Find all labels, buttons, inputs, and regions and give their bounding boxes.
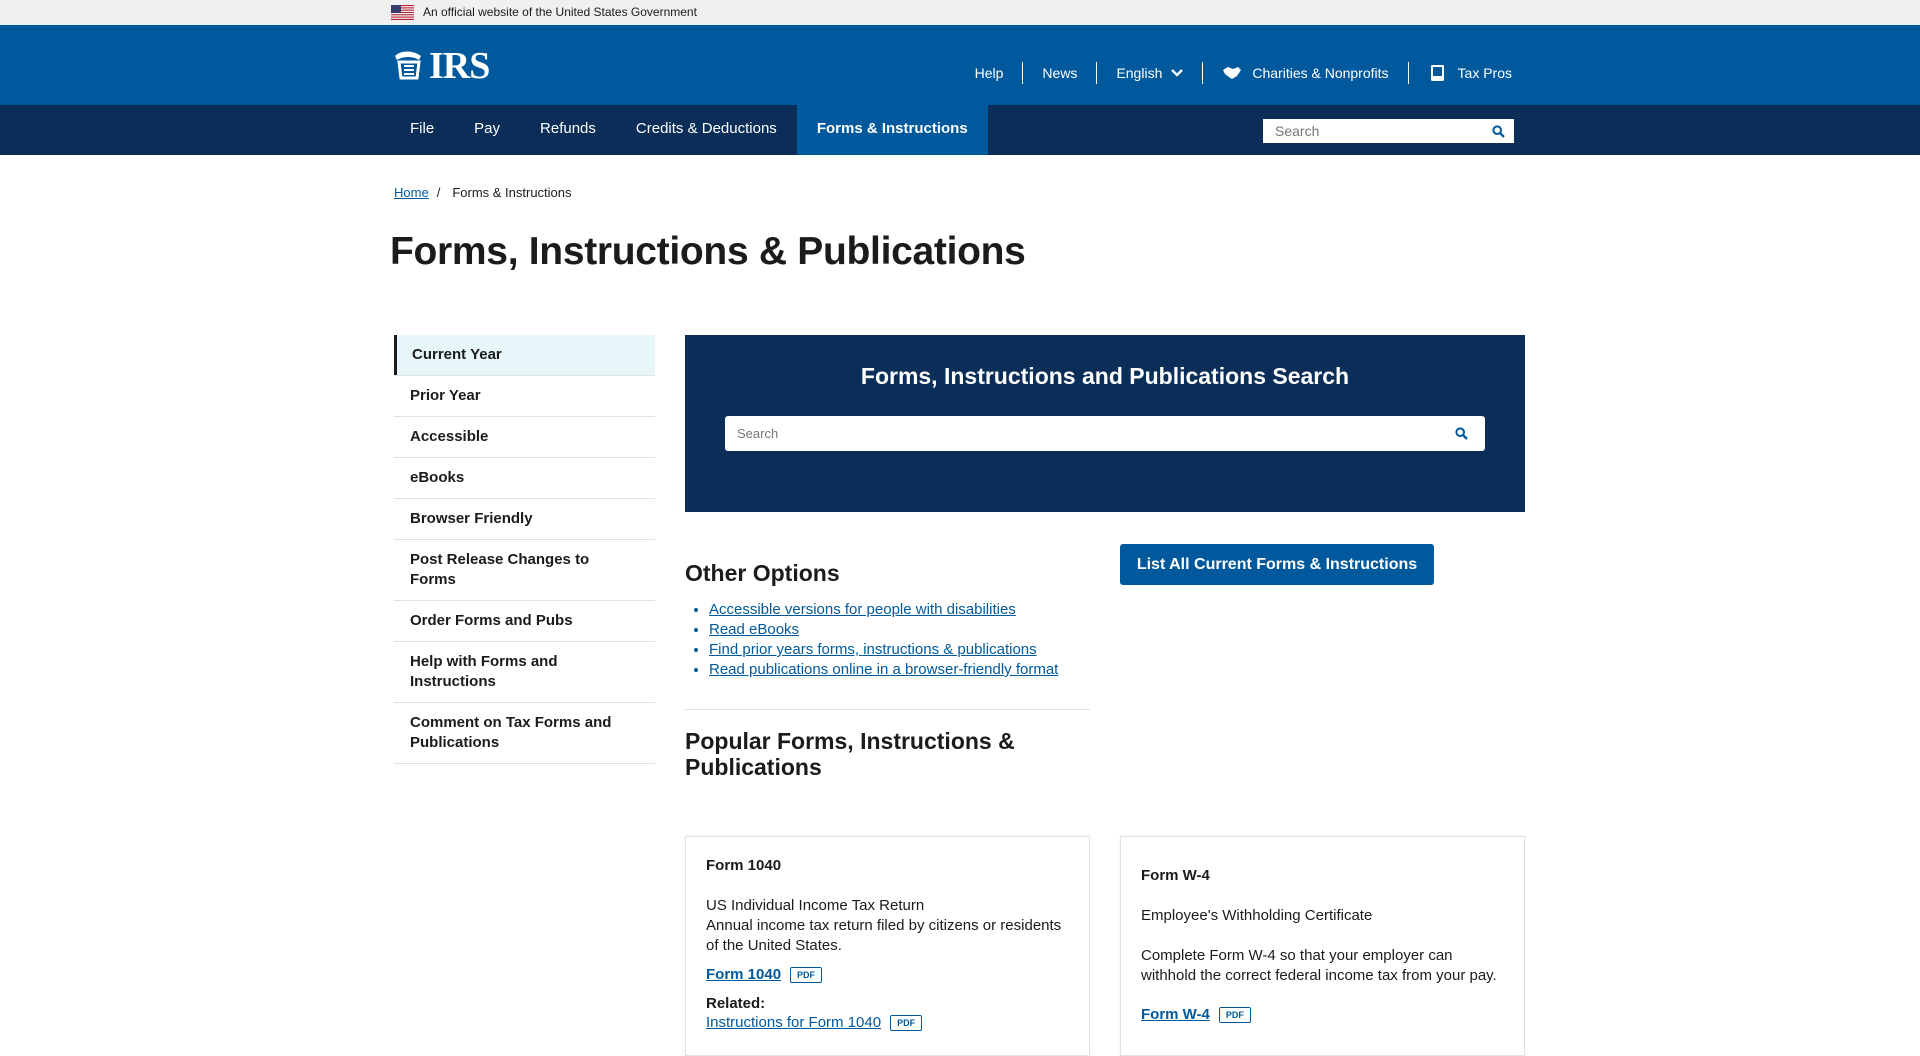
header-search [1263,119,1514,143]
sidebar-item-accessible[interactable]: Accessible [394,416,655,457]
browser-friendly-link[interactable]: Read publications online in a browser-friendly format [709,661,1059,678]
util-charities-link[interactable] [1202,62,1407,84]
form-1040-card [685,836,1090,1056]
sidebar-item-ebooks[interactable]: eBooks [394,457,655,498]
eagle-logo-icon [391,48,427,84]
nav-credits-deductions[interactable]: Credits & Deductions [635,120,777,137]
util-news-link[interactable] [1022,62,1096,84]
list-item [709,660,1058,680]
pdf-badge: PDF [1219,1007,1251,1023]
forms-search-button[interactable] [1449,422,1473,446]
card-description-detail: Complete Form W-4 so that your employer can withhold the correct federal income tax from your pay. [1141,947,1497,984]
page-title: Forms, Instructions & Publications [390,230,1026,273]
language-dropdown[interactable] [1096,62,1202,84]
related-label: Related: [706,995,766,1012]
util-news-label: News [1042,65,1078,81]
search-icon [1455,427,1468,440]
us-flag-icon [391,5,414,20]
forms-search-panel [685,335,1525,512]
pdf-badge: PDF [890,1015,922,1031]
handshake-icon [1222,64,1242,82]
instructions-1040-link[interactable]: Instructions for Form 1040 [706,1014,882,1031]
nav-pay[interactable]: Pay [474,120,501,137]
card-title: Form W-4 [1141,867,1210,884]
accessible-versions-link[interactable]: Accessible versions for people with disabilities [709,601,1016,618]
forms-search-box [725,416,1485,451]
site-header [0,25,1920,105]
sidebar-item-current-year[interactable]: Current Year [394,335,655,375]
nav-file[interactable]: File [410,120,435,137]
forms-search-input[interactable] [725,419,1425,449]
forms-search-title: Forms, Instructions and Publications Search [860,363,1350,389]
card-description-detail: Annual income tax return filed by citizens or residents of the United States. [706,917,1062,954]
irs-logo-text: IRS [429,45,490,87]
util-taxpros-link[interactable] [1408,62,1512,84]
sidebar-item-browser-friendly[interactable]: Browser Friendly [394,498,655,539]
other-options-list [709,600,1058,680]
sidebar-item-post-release-changes[interactable]: Post Release Changes to Forms [394,539,655,600]
list-item [709,600,1058,620]
card-title: Form 1040 [706,857,782,874]
form-link-row [706,966,1069,983]
gov-banner [0,0,1920,25]
language-label: English [1116,65,1163,81]
form-w4-link[interactable]: Form W-4 [1141,1006,1210,1023]
pdf-badge: PDF [790,967,822,983]
util-taxpros-label: Tax Pros [1457,65,1512,81]
read-ebooks-link[interactable]: Read eBooks [709,621,800,638]
nav-refunds[interactable]: Refunds [540,120,596,137]
other-options-heading: Other Options [685,560,840,586]
sidebar-item-prior-year[interactable]: Prior Year [394,375,655,416]
sidebar-item-help-forms[interactable]: Help with Forms and Instructions [394,641,655,702]
search-icon [1492,125,1505,138]
util-help-label: Help [974,65,1004,81]
gov-banner-text: An official website of the United States Government [423,5,697,19]
util-help-link[interactable] [956,62,1023,84]
prior-years-link[interactable]: Find prior years forms, instructions & publications [709,641,1037,658]
sidebar-nav [394,335,655,764]
header-search-button[interactable] [1486,120,1510,142]
irs-logo[interactable] [391,45,493,87]
util-charities-label: Charities & Nonprofits [1252,65,1389,81]
form-link-row [1141,1006,1504,1023]
related-link-row [706,1014,1069,1031]
nav-forms-instructions[interactable]: Forms & Instructions [797,105,988,155]
popular-forms-heading: Popular Forms, Instructions & Publications [685,728,1015,780]
breadcrumb-home-link[interactable]: Home [394,185,429,200]
main-nav [0,105,1920,155]
card-description: US Individual Income Tax Return [706,897,925,914]
sidebar-item-order-forms[interactable]: Order Forms and Pubs [394,600,655,641]
list-item [709,640,1058,660]
sidebar-item-comment-forms[interactable]: Comment on Tax Forms and Publications [394,702,655,763]
breadcrumb-current: Forms & Instructions [452,185,572,200]
form-w4-card [1120,836,1525,1056]
list-all-forms-button[interactable]: List All Current Forms & Instructions [1120,544,1434,585]
breadcrumb-separator: / [436,185,441,200]
breadcrumb [394,185,572,200]
utility-nav [956,62,1512,84]
header-search-input[interactable] [1263,120,1478,142]
book-icon [1428,64,1448,82]
card-description: Employee's Withholding Certificate [1141,907,1373,924]
chevron-down-icon [1171,68,1183,78]
divider [685,709,1090,710]
list-item [709,620,1058,640]
form-1040-link[interactable]: Form 1040 [706,966,782,983]
